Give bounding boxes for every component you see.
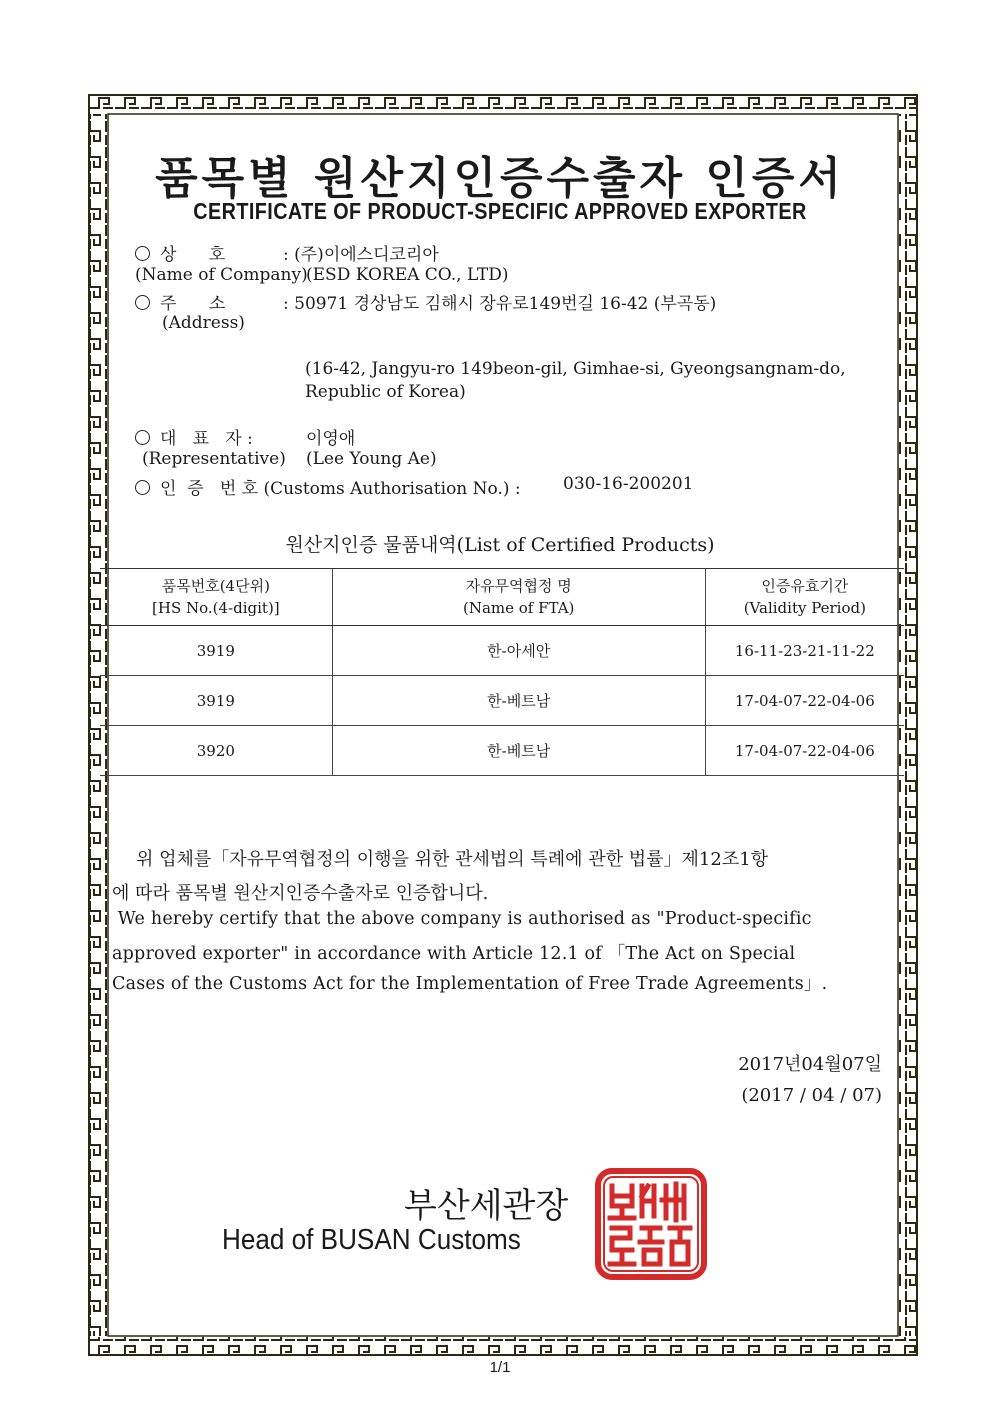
header-hs-number: 품목번호(4단위) [HS No.(4-digit)] — [100, 569, 332, 626]
address-value-ko: : 50971 경상남도 김해시 장유로149번길 16-42 (부곡동) — [283, 294, 717, 314]
statement-en-line1: We hereby certify that the above company is authorised as "Product-specific — [112, 909, 812, 929]
header-validity-period: 인증유효기간 (Validity Period) — [705, 569, 904, 626]
cell-period: 17-04-07-22-04-06 — [705, 726, 904, 776]
cell-period: 16-11-23-21-11-22 — [705, 626, 904, 676]
table-header-row — [100, 569, 904, 626]
authorisation-number: 030-16-200201 — [563, 474, 694, 494]
issue-date-ko: 2017년04월07일 — [738, 1054, 882, 1075]
address-label-en: (Address) — [162, 313, 245, 333]
statement-en-line2: approved exporter" in accordance with Article 12.1 of 「The Act on Special — [112, 944, 796, 964]
cell-fta: 한-베트남 — [332, 676, 705, 726]
representative-label-ko: 대 표 자 : — [135, 424, 253, 449]
signatory-korean: 부산세관장 — [404, 1186, 569, 1226]
title-english: CERTIFICATE OF PRODUCT-SPECIFIC APPROVED EXPORTER — [193, 198, 807, 224]
address-label-ko: 주 소 — [135, 289, 225, 314]
circle-bullet-icon — [135, 430, 150, 445]
signatory-english: Head of BUSAN Customs — [222, 1224, 521, 1256]
circle-bullet-icon — [135, 295, 150, 310]
cell-hs: 3919 — [100, 676, 332, 726]
certified-products-table — [100, 568, 904, 776]
statement-ko-line2: 에 따라 품목별 원산지인증수출자로 인증합니다. — [112, 883, 489, 904]
address-value-en-line1: (16-42, Jangyu-ro 149beon-gil, Gimhae-si, Gyeongsangnam-do, — [305, 359, 846, 379]
cell-period: 17-04-07-22-04-06 — [705, 676, 904, 726]
title-korean: 품목별 원산지인증수출자 인증서 — [155, 153, 845, 204]
address-value-en-line2: Republic of Korea) — [305, 382, 466, 402]
circle-bullet-icon — [135, 480, 150, 495]
header-fta-name: 자유무역협정 명 (Name of FTA) — [332, 569, 705, 626]
statement-en-line3: Cases of the Customs Act for the Implementation of Free Trade Agreements」. — [112, 974, 828, 994]
statement-ko-line1: 위 업체를「자유무역협정의 이행을 위한 관세법의 특례에 관한 법률」제12조1항 — [136, 849, 769, 870]
issue-date-en: (2017 / 04 / 07) — [741, 1085, 882, 1106]
cell-fta: 한-베트남 — [332, 726, 705, 776]
table-row — [100, 626, 904, 676]
products-heading: 원산지인증 물품내역(List of Certified Products) — [285, 534, 715, 556]
cell-hs: 3919 — [100, 626, 332, 676]
page-number: 1/1 — [489, 1359, 511, 1376]
company-label-ko: 상 호 — [135, 240, 225, 265]
company-label-en: (Name of Company) — [135, 265, 308, 285]
circle-bullet-icon — [135, 246, 150, 261]
table-row — [100, 676, 904, 726]
company-value-ko: : (주)이에스디코리아 — [283, 245, 439, 265]
table-row — [100, 726, 904, 776]
representative-label-en: (Representative) — [142, 449, 286, 469]
cell-hs: 3920 — [100, 726, 332, 776]
representative-value-en: (Lee Young Ae) — [306, 449, 437, 469]
representative-value-ko: 이영애 — [306, 429, 356, 449]
cell-fta: 한-아세안 — [332, 626, 705, 676]
company-value-en: (ESD KOREA CO., LTD) — [306, 265, 509, 285]
authorisation-label: 인 증 번 호 (Customs Authorisation No.) : — [135, 474, 521, 499]
official-seal-stamp — [592, 1166, 710, 1282]
